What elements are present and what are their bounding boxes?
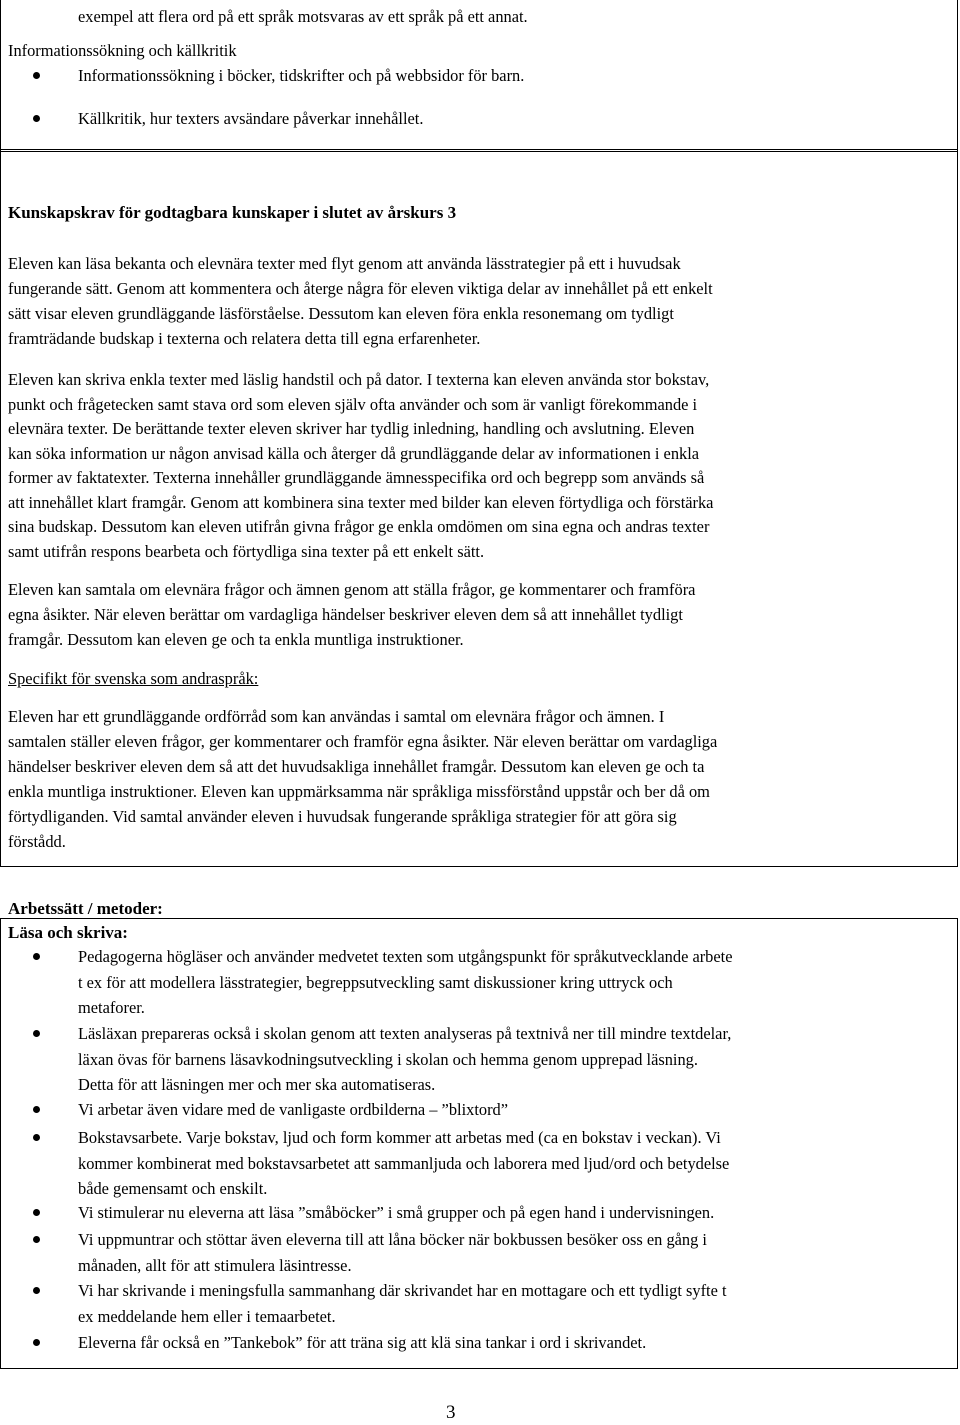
- text-line: framgår. Dessutom kan eleven ge och ta enkla muntliga instruktioner.: [8, 630, 464, 649]
- bullet-icon: [33, 1134, 40, 1141]
- text-line: fungerande sätt. Genom att kommentera och återge några för eleven viktiga delar av innehållet på ett enkelt: [8, 279, 713, 298]
- text-line: förstådd.: [8, 832, 66, 851]
- list-item-line: Pedagogerna högläser och använder medvetet texten som utgångspunkt för språkutvecklande arbete: [78, 947, 733, 966]
- text-line: att innehållet klart framgår. Genom att kombinera sina texter med bilder kan eleven förtydliga och förstärka: [8, 492, 714, 512]
- text-line: Eleven kan samtala om elevnära frågor och ämnen genom att ställa frågor, ge kommentarer och framföra: [8, 580, 696, 599]
- text-line: förtydliganden. Vid samtal använder eleven i huvudsak fungerande språkliga strategier för att göra sig: [8, 807, 677, 826]
- text-line: sina budskap. Dessutom kan eleven utifrån givna frågor ge enkla omdömen om sina egna och andras texter: [8, 517, 710, 536]
- pre-line: exempel att flera ord på ett språk motsvaras av ett språk på ett annat.: [78, 7, 528, 26]
- list-item-line: Vi arbetar även vidare med de vanligaste ordbilderna – ”blixtord”: [78, 1100, 509, 1119]
- text-line: samt utifrån respons bearbeta och förtydliga sina texter på ett enkelt sätt.: [8, 541, 485, 561]
- list-item-line: läxan övas för barnens läsavkodningsutveckling i skolan och hemma genom upprepad läsning.: [78, 1049, 698, 1069]
- list-item-line: t ex för att modellera lässtrategier, begreppsutveckling samt diskussioner kring uttryck och: [78, 972, 673, 992]
- bullet-icon: [33, 1339, 40, 1346]
- list-item-line: ex meddelande hem eller i temaarbetet.: [78, 1306, 336, 1326]
- bullet-icon: [33, 953, 40, 960]
- list-item-line: Detta för att läsningen mer och mer ska automatiseras.: [78, 1075, 436, 1094]
- list-item-line: både gemensamt och enskilt.: [78, 1179, 268, 1198]
- bullet-icon: [33, 72, 40, 79]
- bullet-icon: [33, 1106, 40, 1113]
- info-bullet-2: Källkritik, hur texters avsändare påverkar innehållet.: [78, 109, 424, 128]
- text-line: framträdande budskap i texterna och relatera detta till egna erfarenheter.: [8, 329, 481, 348]
- kunskapskrav-heading: Kunskapskrav för godtagbara kunskaper i slutet av årskurs 3: [8, 203, 457, 222]
- text-line: Eleven kan skriva enkla texter med läslig handstil och på dator. I texterna kan eleven använda stor bokstav,: [8, 370, 710, 389]
- text-line: elevnära texter. De berättande texter eleven skriver har tydlig inledning, handling och avslutning. Eleven: [8, 419, 695, 438]
- text-line: Eleven har ett grundläggande ordförråd som kan användas i samtal om elevnära frågor och ämnen. I: [8, 707, 665, 726]
- text-line: punkt och frågetecken samt stava ord som eleven själv ofta använder och som är vanligt förekommande i: [8, 394, 698, 414]
- arbetssatt-subheading: Läsa och skriva:: [8, 923, 128, 942]
- page-number: 3: [446, 1402, 456, 1423]
- text-line: former av faktatexter. Texterna innehåller grundläggande ämnesspecifika ord och begrepp som används så: [8, 468, 705, 487]
- list-item-line: Eleverna får också en ”Tankebok” för att träna sig att klä sina tankar i ord i skrivandet.: [78, 1333, 647, 1352]
- text-line: enkla muntliga instruktioner. Eleven kan uppmärksamma när språkliga missförstånd uppstår och ber då om: [8, 782, 710, 801]
- text-line: sätt visar eleven grundläggande läsförståelse. Dessutom kan eleven föra enkla resonemang om tydligt: [8, 304, 674, 323]
- bullet-icon: [33, 1209, 40, 1216]
- bullet-icon: [33, 1236, 40, 1243]
- list-item-line: kommer kombinerat med bokstavsarbetet att sammanljuda och laborera med ljud/ord och betydelse: [78, 1153, 730, 1173]
- text-line: egna åsikter. När eleven berättar om vardagliga händelser beskriver eleven dem så att innehållet tydligt: [8, 605, 683, 624]
- bullet-icon: [33, 115, 40, 122]
- info-heading: Informationssökning och källkritik: [8, 41, 237, 60]
- list-item-line: Vi uppmuntrar och stöttar även eleverna till att låna böcker när bokbussen besöker oss en gång i: [78, 1230, 707, 1249]
- text-line: händelser beskriver eleven dem så att det huvudsakliga innehållet framgår. Dessutom kan eleven ge och ta: [8, 757, 705, 776]
- list-item-line: Läsläxan prepareras också i skolan genom att texten analyseras på textnivå ner till mindre textdelar,: [78, 1024, 732, 1043]
- text-line: Eleven kan läsa bekanta och elevnära texter med flyt genom att använda lässtrategier på ett i huvudsak: [8, 254, 681, 273]
- info-bullet-1: Informationssökning i böcker, tidskrifter och på webbsidor för barn.: [78, 66, 525, 85]
- list-item-line: metaforer.: [78, 998, 145, 1017]
- text-line: kan söka information ur någon anvisad källa och återger då grundläggande delar av informationen i enkla: [8, 443, 700, 463]
- bullet-icon: [33, 1030, 40, 1037]
- arbetssatt-heading: Arbetssätt / metoder:: [8, 899, 163, 918]
- list-item-line: Vi stimulerar nu eleverna att läsa ”småböcker” i små grupper och på egen hand i undervisningen.: [78, 1203, 715, 1222]
- list-item-line: Vi har skrivande i meningsfulla sammanhang där skrivandet har en mottagare och ett tydligt syfte t: [78, 1281, 727, 1300]
- bullet-icon: [33, 1287, 40, 1294]
- list-item-line: månaden, allt för att stimulera läsintresse.: [78, 1255, 352, 1275]
- text-line: samtalen ställer eleven frågor, ger kommentarer och framför egna åsikter. När eleven berättar om vardagliga: [8, 732, 718, 751]
- list-item-line: Bokstavsarbete. Varje bokstav, ljud och form kommer att arbetas med (ca en bokstav i veckan). Vi: [78, 1128, 721, 1147]
- sva-heading: Specifikt för svenska som andraspråk:: [8, 669, 259, 688]
